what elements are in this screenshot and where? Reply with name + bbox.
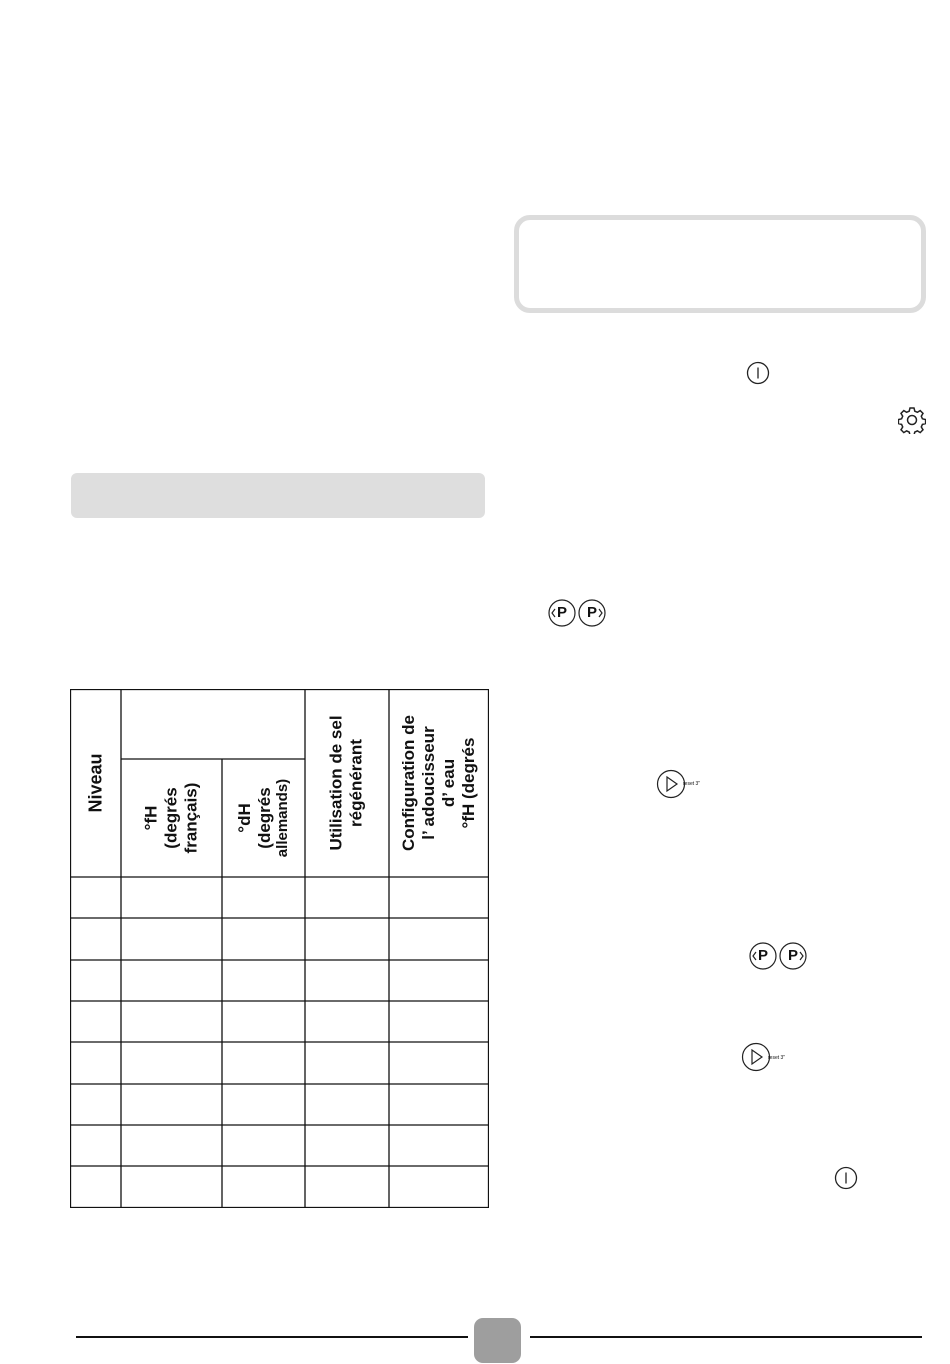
power-icon [746, 361, 770, 385]
gear-icon [898, 406, 926, 434]
footer-rule-right [530, 1336, 922, 1338]
footer-rule-left [76, 1336, 468, 1338]
header-fh [121, 759, 222, 877]
water-hardness-table [70, 689, 489, 1208]
section-banner [71, 473, 485, 518]
power-icon [834, 1166, 858, 1190]
start-reset-button-graphic [656, 769, 716, 801]
header-salt-usage-text: Utilisation de sel régénérant [327, 715, 366, 851]
header-softener-config-text: Configuration de l’ adoucisseur d’ eau °fH (degrés [399, 715, 479, 851]
program-selector-buttons-2 [748, 941, 810, 971]
header-level [70, 689, 121, 877]
header-level-text: Niveau [85, 753, 106, 813]
header-dh [222, 759, 305, 877]
header-dh-text: °dH (degrés allemands) [235, 778, 292, 858]
program-next-letter: P [788, 947, 799, 964]
header-salt-usage [305, 689, 389, 877]
info-note-box [514, 215, 926, 313]
start-reset-caption: reset 3" [768, 1055, 786, 1061]
program-prev-letter: P [758, 947, 769, 964]
page-number-badge [474, 1318, 521, 1363]
program-prev-letter: P [557, 604, 568, 621]
start-reset-button-graphic-2 [741, 1042, 801, 1074]
header-fh-text: °fH (degrés français) [141, 782, 201, 854]
program-next-letter: P [587, 604, 598, 621]
start-reset-caption: reset 3" [683, 781, 701, 787]
header-softener-config [389, 689, 489, 877]
program-selector-buttons [547, 598, 609, 628]
